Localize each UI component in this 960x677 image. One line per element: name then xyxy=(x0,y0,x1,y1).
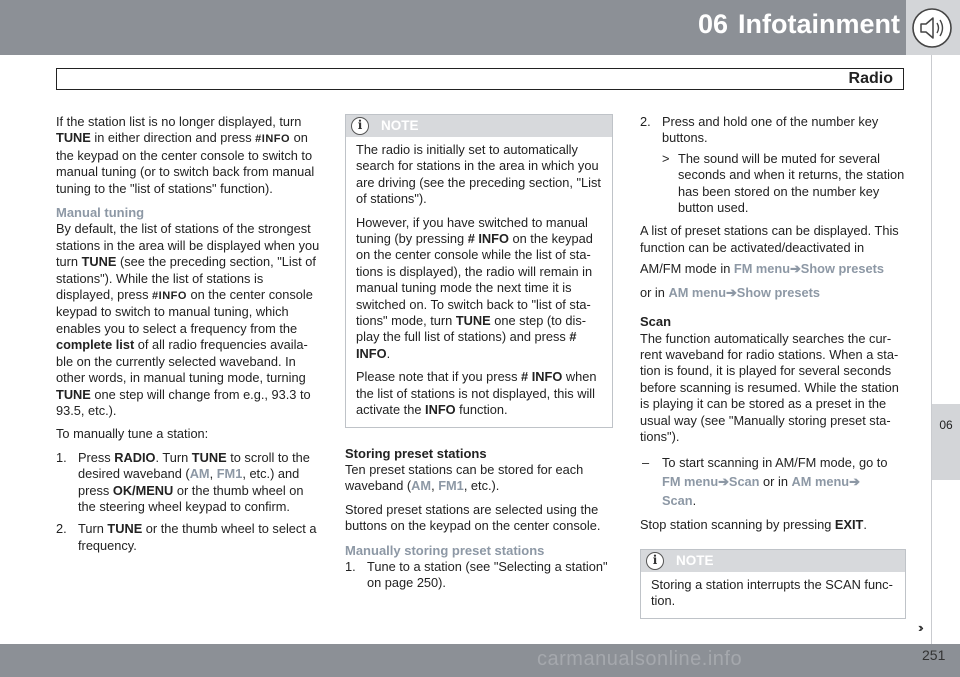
text: on the keypad on the center console while the list of stations is displayed), the radio will remain in manual tuning mode the next time it is switched on. To switch back to "list of stations" mode, turn xyxy=(356,231,593,329)
text: , etc.). xyxy=(463,478,500,494)
text: on the center console keypad to switch to manual tuning, which enables you to select a frequency from the xyxy=(56,287,313,336)
list-item xyxy=(56,521,320,554)
footer-bar xyxy=(0,644,960,677)
chapter-title xyxy=(612,9,900,40)
menu-path: Show presets xyxy=(736,285,820,301)
note-body xyxy=(641,572,905,618)
paragraph xyxy=(56,114,320,197)
info-icon: i xyxy=(646,552,664,570)
text: Ten preset stations can be stored for each waveband ( xyxy=(345,461,584,494)
control-name: OK/MENU xyxy=(112,482,174,498)
text: function. xyxy=(455,402,508,418)
step-number: 2. xyxy=(56,521,67,537)
text: Turn xyxy=(78,521,108,537)
arrow-right-icon: ➔ xyxy=(790,261,801,277)
note-header xyxy=(641,550,905,572)
menu-path: Show presets xyxy=(800,261,884,277)
text: of all radio frequencies available on the currently selected waveband. In other words, in manual tuning mode, turning xyxy=(56,337,308,386)
text: , xyxy=(209,466,217,482)
chapter-side-tab xyxy=(932,404,960,480)
paragraph: A list of preset stations can be displayed. This function can be activated/deactivated in xyxy=(640,223,899,255)
note-box xyxy=(345,114,613,428)
text: To start scanning in AM/FM mode, go to xyxy=(662,454,888,470)
list-item xyxy=(640,114,906,147)
chapter-number: 06 xyxy=(697,9,728,39)
text: Press and hold one of the number key buttons. xyxy=(662,114,879,146)
control-name: # INFO xyxy=(356,329,577,361)
menu-term: AM xyxy=(411,478,432,494)
column-left xyxy=(56,114,320,561)
dash-item xyxy=(640,453,906,510)
control-name: TUNE xyxy=(191,449,227,465)
column-right xyxy=(640,114,906,627)
text: (see the preceding section, "List of stations"). While the list of stations is displayed, press xyxy=(56,254,316,303)
note-box xyxy=(640,549,906,619)
control-name: TUNE xyxy=(56,130,91,146)
control-name: TUNE xyxy=(107,521,143,537)
text: . xyxy=(863,516,867,532)
control-name: EXIT xyxy=(834,516,864,532)
result-marker: > xyxy=(662,150,670,166)
menu-path: Scan xyxy=(728,473,760,489)
speaker-icon xyxy=(911,7,953,49)
emphasis: complete list xyxy=(56,337,135,353)
text: or in xyxy=(640,285,669,301)
info-key-icon: #INFO xyxy=(152,290,187,303)
text: Stop station scanning by pressing xyxy=(640,516,835,532)
text: one step will change from e.g., 93.3 to 93.5, etc.). xyxy=(56,386,311,418)
note-title: NOTE xyxy=(676,552,714,568)
text: Tune to a station (see "Selecting a station" on page 250). xyxy=(367,558,608,591)
info-key-icon: #INFO xyxy=(255,133,291,146)
note-header xyxy=(346,115,612,137)
section-title: Radio xyxy=(848,70,893,87)
text: on the keypad on the center console to switch to manual tuning (or to switch back from manual tuning to the "list of stations" function). xyxy=(56,130,315,196)
paragraph: Stored preset stations are selected using the buttons on the keypad on the center console. xyxy=(345,501,601,534)
text: , xyxy=(431,478,439,494)
control-name: TUNE xyxy=(455,313,491,329)
menu-path: FM menu xyxy=(662,473,719,489)
chapter-name: Infotainment xyxy=(738,9,900,39)
step-list xyxy=(345,559,613,592)
control-name: INFO xyxy=(425,402,456,418)
section-header xyxy=(56,68,904,90)
list-item xyxy=(56,450,320,516)
text: By default, the list of stations of the strongest stations in the area will be displayed when you turn xyxy=(56,221,320,270)
step-list xyxy=(640,114,906,147)
text: . xyxy=(386,345,391,361)
menu-path: AM menu xyxy=(668,285,727,301)
control-name: TUNE xyxy=(56,386,91,402)
text: in either direction and press xyxy=(90,130,256,146)
chapter-side-tab-label: 06 xyxy=(939,418,953,432)
paragraph xyxy=(640,282,906,304)
step-number: 2. xyxy=(640,114,651,129)
heading-scan: Scan xyxy=(640,314,672,330)
paragraph: The function automatically searches the current waveband for radio stations. When a station is found, it is played for several seconds before scanning is resumed. While the station is playing it can be stored as a preset in the usual way (see "Manually storing preset stations"). xyxy=(640,330,899,445)
subheading-manual-tuning: Manual tuning xyxy=(56,205,145,221)
text: The sound will be muted for several seconds and when it returns, the station has been stored on the number key button used. xyxy=(678,150,905,216)
menu-path: FM menu xyxy=(733,261,791,277)
note-title: NOTE xyxy=(381,118,419,133)
text: when the list of stations is not displayed, this will activate the xyxy=(356,369,597,418)
text: If the station list is no longer displayed, turn xyxy=(56,114,302,129)
control-name: # INFO xyxy=(521,369,563,385)
control-name: # INFO xyxy=(467,231,509,247)
text: , etc.) and press xyxy=(78,466,300,498)
arrow-right-icon: ➔ xyxy=(849,473,860,489)
control-name: TUNE xyxy=(81,254,117,270)
step-result xyxy=(640,151,906,217)
column-middle xyxy=(345,114,613,599)
menu-path: AM menu xyxy=(791,473,850,489)
watermark: carmanualsonline.info xyxy=(537,648,743,670)
text: or in xyxy=(759,473,792,489)
menu-term: FM1 xyxy=(438,478,464,494)
paragraph: Storing a station interrupts the SCAN function. xyxy=(651,576,893,609)
heading-storing-preset-stations: Storing preset stations xyxy=(345,445,487,461)
menu-term: AM xyxy=(189,466,210,482)
text: or the thumb wheel to select a frequency. xyxy=(78,521,317,553)
text: or the thumb wheel on the steering wheel keypad to confirm. xyxy=(78,482,304,514)
control-name: RADIO xyxy=(114,449,156,465)
menu-term: FM1 xyxy=(216,466,243,482)
subheading-manually-storing: Manually storing preset stations xyxy=(345,542,545,558)
note-body xyxy=(346,137,612,427)
text: to scroll to the desired waveband ( xyxy=(78,449,310,482)
paragraph xyxy=(345,462,613,495)
step-list xyxy=(56,450,320,554)
text: Please note that if you press xyxy=(356,369,522,385)
sidebar-divider xyxy=(931,55,932,644)
text: Press xyxy=(78,449,115,465)
text: AM/FM mode in xyxy=(640,261,734,277)
paragraph xyxy=(640,517,906,533)
paragraph xyxy=(356,215,602,363)
text: one step (to display the full list of stations) and press xyxy=(356,313,587,345)
arrow-right-icon: ➔ xyxy=(726,285,737,301)
next-page-arrows: ›› xyxy=(918,620,921,635)
list-item xyxy=(345,559,613,592)
dash-marker: – xyxy=(642,454,650,470)
info-icon: i xyxy=(351,117,369,135)
paragraph: To manually tune a station: xyxy=(56,426,209,442)
paragraph xyxy=(640,258,906,280)
paragraph xyxy=(56,221,320,419)
text: . Turn xyxy=(155,449,192,465)
menu-path: Scan xyxy=(662,492,693,508)
arrow-right-icon: ➔ xyxy=(718,473,729,489)
step-number: 1. xyxy=(56,449,67,465)
page-number: 251 xyxy=(922,647,946,663)
paragraph xyxy=(356,369,602,418)
paragraph: The radio is initially set to automatically search for stations in the area in which you are driving (see the preceding section, "List of stations"). xyxy=(356,142,601,207)
step-number: 1. xyxy=(345,558,356,574)
text: However, if you have switched to manual tuning (by pressing xyxy=(356,214,588,247)
text: . xyxy=(692,492,697,508)
